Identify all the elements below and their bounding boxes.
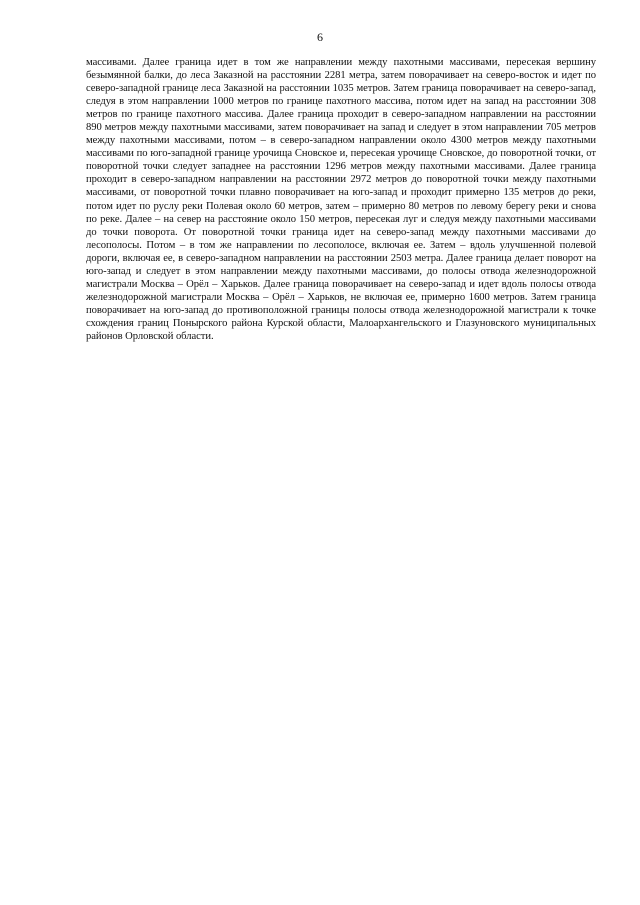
page-number: 6 (317, 30, 323, 44)
boundary-description-paragraph: массивами. Далее граница идет в том же направлении между пахотными массивами, пересекая вершину безымянной балки, до леса Заказной на расстоянии 2281 метра, затем поворачивает на северо-восток и идет по северо-западной границе леса Заказной на расстоянии 1035 метров. Затем граница поворачивает на северо-запад, следуя в этом направлении 1000 метров по границе пахотного массива, потом идет на запад на расстоянии 308 метров по границе пахотного массива. Далее граница проходит в северо-западном направлении на расстоянии 890 метров между пахотными массивами, затем поворачивает на запад и следует в этом направлении 705 метров между пахотными массивами, потом – в северо-западном направлении около 4300 метров между пахотными массивами по юго-западной границе урочища Сновское и, пересекая урочище Сновское, до поворотной точки, от поворотной точки следует западнее на расстоянии 1296 метров между пахотными массивами. Далее граница проходит в северо-западном направлении на расстоянии 2972 метров до поворотной точки между пахотными массивами, от поворотной точки плавно поворачивает на юго-запад и проходит примерно 135 метров до реки, потом идет по руслу реки Полевая около 60 метров, затем – примерно 80 метров по левому берегу реки и снова по реке. Далее – на север на расстояние около 150 метров, пересекая луг и следуя между пахотными массивами до точки поворота. От поворотной точки граница идет на северо-запад между пахотными массивами до лесополосы. Потом – в том же направлении по лесополосе, включая ее. Затем – вдоль улучшенной полевой дороги, включая ее, в северо-западном направлении на расстоянии 2503 метра. Далее граница делает поворот на юго-запад и следует в этом направлении между пахотными массивами, до полосы отвода железнодорожной магистрали Москва – Орёл – Харьков. Далее граница поворачивает на северо-запад и идет вдоль полосы отвода железнодорожной магистрали Москва – Орёл – Харьков, не включая ее, примерно 1600 метров. Затем граница поворачивает на юго-запад до противоположной границы полосы отвода железнодорожной магистрали к точке схождения границ Поныpского района Курской области, Малоархангельского и Глазуновского муниципальных районов Орловской области. (86, 57, 596, 342)
